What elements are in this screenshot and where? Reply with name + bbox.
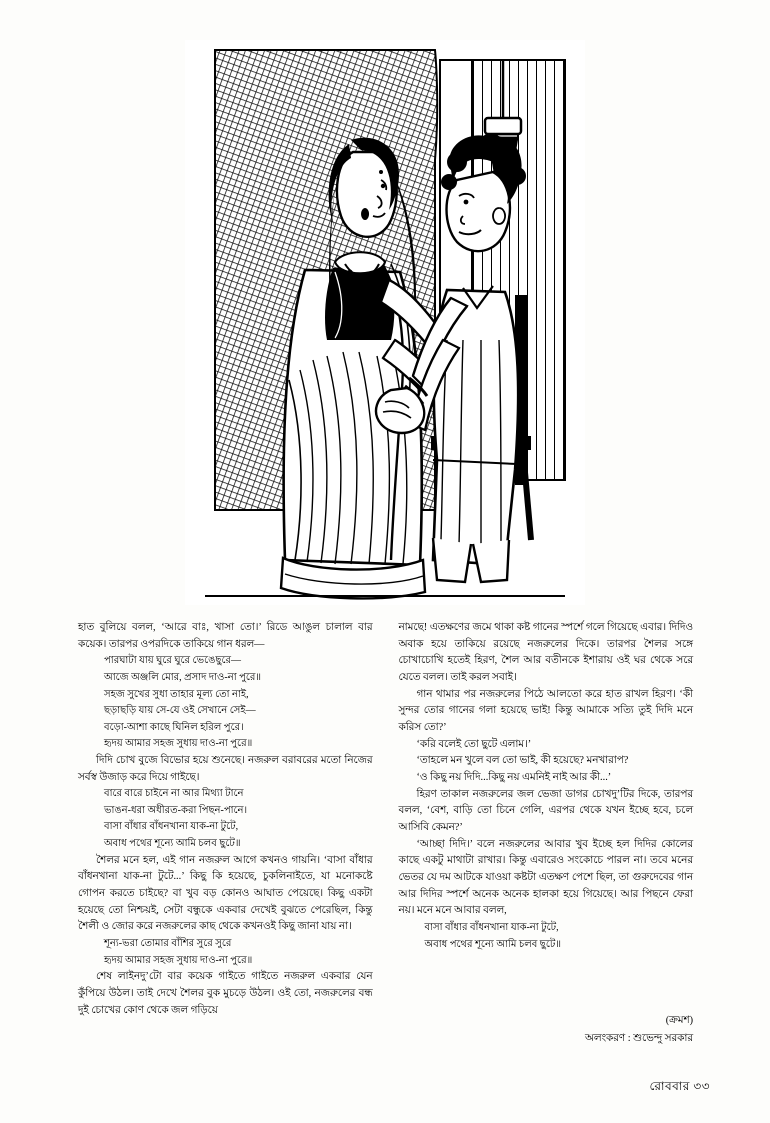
paragraph: ‘করি বলেই তো ছুটে এলাম।’ — [416, 738, 532, 750]
verse-block — [78, 936, 373, 969]
verse-line: হৃদয় আমার সহজ সুধায় দাও-না পুরে॥ — [104, 738, 253, 750]
paragraph: ‘তাহলে মন খুলে বল তো ভাই, কী হয়েছে? মনখারাপ? — [416, 755, 629, 767]
illustration-credit — [78, 1030, 693, 1048]
text-column-right — [399, 620, 694, 1040]
article-body — [78, 620, 693, 1040]
verse-line: পারঘাটা যায় ঘুরে ঘুরে ভেঙেছুরে— — [104, 655, 241, 667]
paragraph: দিদি চোখ বুজে বিভোর হয়ে শুনেছে। নজরুল বরাবরের মতো নিজের সর্বস্ব উজাড় করে দিয়ে গাইছে। — [78, 754, 373, 783]
illustration-svg — [185, 40, 585, 605]
verse-line: শূন্য-ভরা তোমার বাঁশির সুরে সুরে — [104, 937, 232, 949]
paragraph: শেষ লাইনদু’টো বার কয়েক গাইতে গাইতে নজরুল একবার যেন কুঁপিয়ে উঠল। তাই দেখে শৈলর বুক মুচড়ে উঠল। ওই তো, নজরুলের বন্ধ দুই চোখের কোণ থেকে জল গড়িয়ে — [78, 971, 373, 1016]
verse-line: ছড়াছড়ি যায় সে-যে ওই সেখানে সেই— — [104, 705, 256, 717]
verse-line: বারে বারে চাইনে না আর মিথ্যা টানে — [104, 788, 244, 800]
verse-line: বাসা বাঁধার বাঁধনখানা যাক-না টুটে, — [104, 821, 239, 833]
text-column-left — [78, 620, 373, 1040]
paragraph: ‘আচ্ছা দিদি।’ বলে নজরুলের আবার খুব ইচ্ছে হল দিদির কোলের কাছে একটু মাথাটা রাখার। কিন্তু এবারেও সংকোচে পারল না। তবে মনের ভেতর যে দম আটকে যাওয়া কষ্টটা এতক্ষণ পেশে ছিল, তা গুরুদেবের গান আর দিদির স্পর্শে অনেক অনেক হালকা হয়ে গিয়েছে। আর পিছনে ফেরা নয়। মনে মনে আবার বলল, — [398, 838, 693, 917]
paragraph: ‘ও কিছু নয় দিদি...কিছু নয় এমনিই নাই আর কী...’ — [416, 772, 612, 784]
paragraph: গান থামার পর নজরুলের পিঠে আলতো করে হাত রাখল হিরণ। ‘কী সুন্দর তোর গানের গলা হয়েছে ভাই! কিন্তু আমাকে সত্যি তুই দিদি মনে করিস তো?’ — [398, 688, 693, 734]
verse-line: ভাঙন-ধরা অধীরত-করা পিছন-পানে। — [104, 804, 248, 816]
paragraph: হাত বুলিয়ে বলল, ‘আরে বাঃ, খাসা তো।’ রিডে আঙুল চালাল বার কয়েক। তারপর ওপরদিকে তাকিয়ে গান ধরল— — [78, 622, 373, 650]
line-art-illustration-woman-and-boy — [185, 40, 585, 605]
article-footer — [78, 1012, 693, 1047]
verse-line: বড়ো-আশা কাছে ঘিনিল হরিল পুরে। — [104, 721, 244, 733]
paragraph: নামছে! এতক্ষণের জমে থাকা কষ্ট গানের স্পর্শে গলে গিয়েছে এবার। দিদিও অবাক হয়ে তাকিয়ে রয়েছে নজরুলের দিকে। তারপর শৈলর সঙ্গে চোখাচোখি হতেই হিরণ, শৈল আর বতীনকে ইশারায় ওই ঘর থেকে সরে যেতে বলল। তাই করল সবাই। — [398, 622, 693, 684]
paragraph: শৈলর মনে হল, এই গান নজরুল আগে কখনও গায়নি। ‘বাসা বাঁধার বাঁধনখানা যাক-না টুটে...’ কিছু কি হয়েছে, চুকলিনাইতে, যা মনোকষ্টে গোপন করতে চাইছে? বা খুব বড় কোনও আঘাত পেয়েছে। কিছু একটা হয়েছে তো নিশ্চয়ই, সেটা বন্ধুকে একবার দেখেই বুঝতে পেরেছিল, কিন্তু শৈলী ও জোর করে নজরুলের কাছ থেকে কখনওই কিছু জানা যায় না। — [78, 854, 373, 933]
verse-block — [78, 653, 373, 753]
paragraph: হিরণ তাকাল নজরুলের জল ভেজা ডাগর চোখদু’টির দিকে, তারপর বলল, ‘বেশ, বাড়ি তো চিনে গেলি, এরপর থেকে যখন ইচ্ছে হবে, চলে আসিবি কেমন?’ — [398, 788, 693, 834]
credit-label: অলংকরণ : — [585, 1032, 631, 1044]
verse-line: অবাধ পথের শূন্যে আমি চলব ছুটে॥ — [424, 938, 561, 950]
credit-name: শুভেন্দু সরকার — [633, 1032, 693, 1044]
verse-line: বাসা বাঁধার বাঁধনখানা যাক-না টুটে, — [424, 922, 559, 934]
verse-line: অবাধ পথের শূন্যে আমি চলব ছুটে॥ — [104, 838, 241, 850]
verse-line: হৃদয় আমার সহজ সুধায় দাও-না পুরে॥ — [104, 954, 253, 966]
verse-line: আজে অঞ্জলি মোর, প্রসাদ দাও-না পুরে॥ — [104, 671, 262, 683]
verse-line: সহজ সুখের সুধা তাহার মূল্য তো নাই, — [104, 688, 249, 700]
magazine-page-number: রোববার ৩৩ — [649, 1079, 710, 1093]
continued-label: (ক্রমশ) — [665, 1015, 693, 1026]
verse-block — [399, 920, 694, 953]
verse-block — [78, 786, 373, 852]
